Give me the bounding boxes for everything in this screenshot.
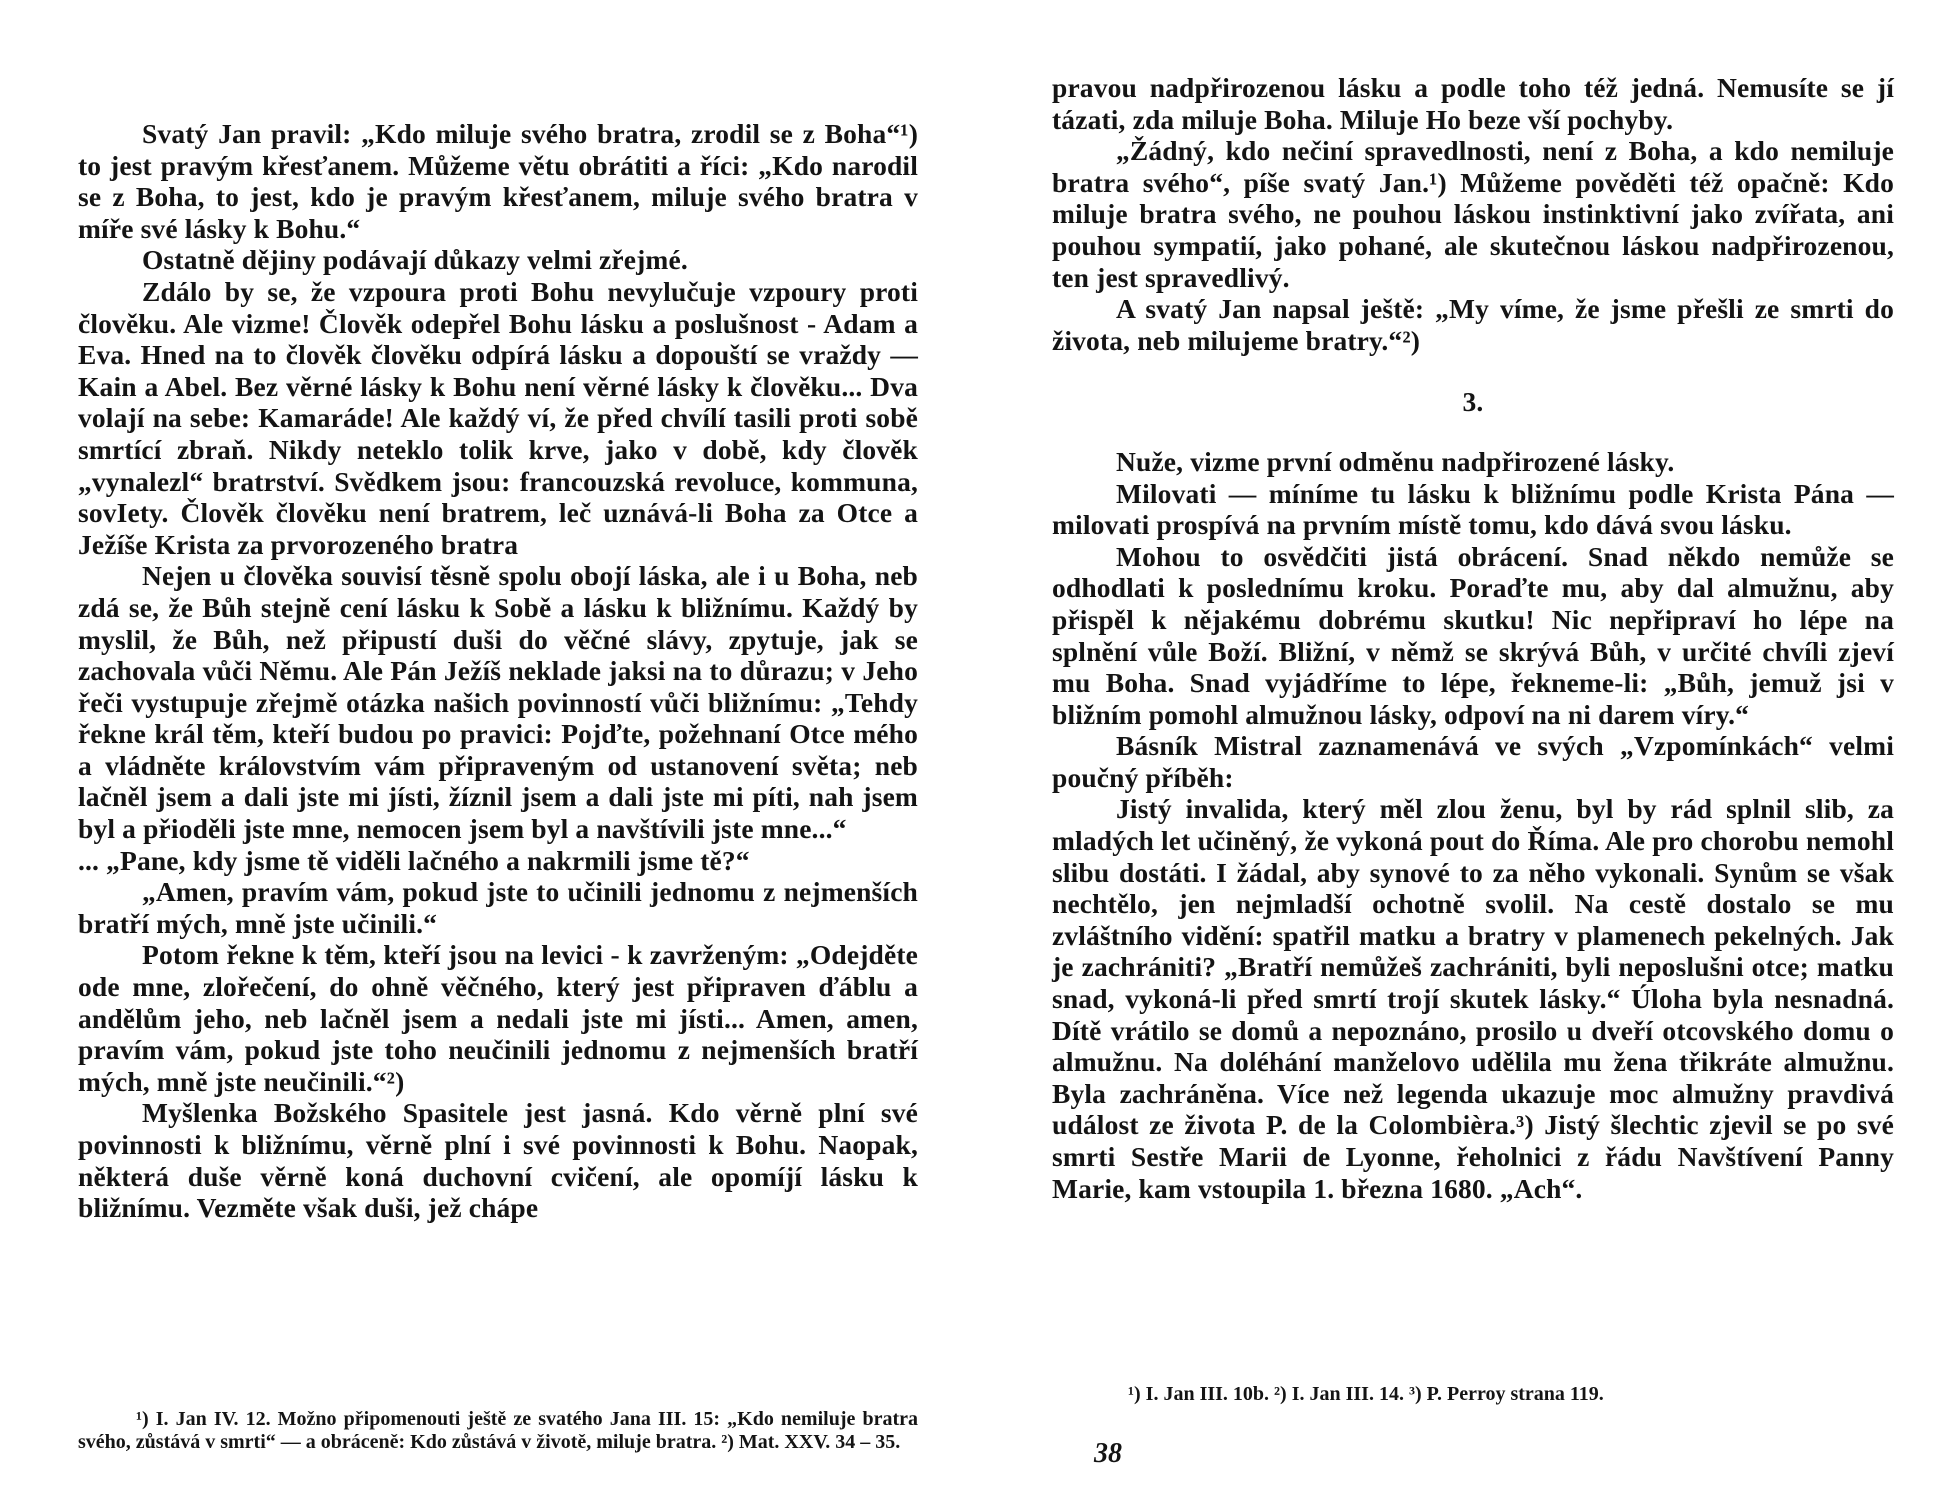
paragraph: Básník Mistral zaznamenává ve svých „Vzpomínkách“ velmi poučný příběh: — [1052, 730, 1894, 793]
paragraph: Ostatně dějiny podávají důkazy velmi zřejmé. — [142, 244, 688, 276]
page-number: 38 — [1094, 1438, 1122, 1469]
paragraph: ... „Pane, kdy jsme tě viděli lačného a nakrmili jsme tě?“ — [78, 844, 750, 876]
paragraph: Zdálo by se, že vzpoura proti Bohu nevylučuje vzpoury proti člověku. Ale vizme! Člověk odepřel Bohu lásku a poslušnost - Adam a Eva. Hned na to člověk člověku odpírá lásku a dopouští se vraždy — Kain a Abel. Bez věrné lásky k Bohu není věrné lásky k člověku... Dva volají na sebe: Kamaráde! Ale každý ví, že před chvílí tasili proti sobě smrtící zbraň. Nikdy neteklo tolik krve, jako v době, kdy člověk „vynalezl“ bratrství. Svědkem jsou: francouzská revoluce, kommuna, sovIety. Člověk člověku není bratrem, leč uznává-li Boha za Otce a Ježíše Krista za prvorozeného bratra — [78, 275, 918, 560]
paragraph: Jistý invalida, který měl zlou ženu, byl by rád splnil slib, za mladých let učiněný, že vykoná pout do Říma. Ale pro chorobu nemohl slibu dostáti. I žádal, aby synové to za něho vykonali. Synům se však nechtělo, jen nejmladší ochotně svolil. Na cestě dostalo se mu zvláštního vidění: spatřil matku a bratry v plamenech pekelných. Jak je zachrániti? „Bratří nemůžeš zachrániti, byli neposlušni otce; matku snad, vykoná-li před smrtí trojí skutek lásky.“ Úloha byla nesnadná. Dítě vrátilo se domů a nepoznáno, prosilo u dveří otcovského domu o almužnu. Na doléhání manželovo udělila mu žena třikráte almužnu. Byla zachráněna. Více než legenda ukazuje moc almužny pravdivá událost ze života P. de la Colombièra.³) Jistý šlechtic zjevil se po své smrti Sestře Marii de Lyonne, řeholnici z řádu Navštívení Panny Marie, kam vstoupila 1. března 1680. „Ach“. — [1052, 793, 1894, 1204]
paragraph: Svatý Jan pravil: „Kdo miluje svého bratra, zrodil se z Boha“¹) to jest pravým křesťanem. Můžeme větu obrátiti a říci: „Kdo narodil se z Boha, to jest, kdo je pravým křesťanem, miluje svého bratra v míře své lásky k Bohu.“ — [78, 118, 918, 244]
paragraph: Myšlenka Božského Spasitele jest jasná. Kdo věrně plní své povinnosti k bližnímu, věrně plní i své povinnosti k Bohu. Naopak, některá duše věrně koná duchovní cvičení, ale opomíjí lásku k bližnímu. Vezměte však duši, jež chápe — [78, 1097, 918, 1224]
paragraph: pravou nadpřirozenou lásku a podle toho též jedná. Nemusíte se jí tázati, zda miluje Boha. Miluje Ho beze vší pochyby. — [1052, 72, 1894, 135]
paragraph: Milovati — míníme tu lásku k bližnímu podle Krista Pána — milovati prospívá na prvním místě tomu, kdo dává svou lásku. — [1052, 477, 1894, 541]
right-page — [1052, 0, 1894, 1500]
paragraph: A svatý Jan napsal ještě: „My víme, že jsme přešli ze smrti do života, neb milujeme bratry.“²) — [1052, 293, 1894, 356]
left-page-body — [78, 118, 918, 1224]
right-page-body — [1052, 72, 1894, 1204]
left-page — [78, 0, 918, 1500]
paragraph: Nuže, vizme první odměnu nadpřirozené lásky. — [1116, 445, 1675, 477]
paragraph: Mohou to osvědčiti jistá obrácení. Snad někdo nemůže se odhodlati k poslednímu kroku. Poraďte mu, aby dal almužnu, aby přispěl k nějakému dobrému skutku! Nic nepřipraví ho lépe na splnění vůle Boží. Bližní, v němž se skrývá Bůh, v určité chvíli zjeví mu Boha. Snad vyjádříme to lépe, řekneme-li: „Bůh, jemuž jsi v bližním pomohl almužnou lásky, odpoví na ni darem víry.“ — [1052, 540, 1894, 730]
paragraph: „Amen, pravím vám, pokud jste to učinili jednomu z nejmenších bratří mých, mně jste učinili.“ — [78, 876, 918, 939]
footnote: ¹) I. Jan IV. 12. Možno připomenouti ještě ze svatého Jana III. 15: „Kdo nemiluje bratra svého, zůstává v smrti“ — a obráceně: Kdo zůstává v životě, miluje bratra. ²) Mat. XXV. 34 – 35. — [78, 1408, 918, 1453]
paragraph: Nejen u člověka souvisí těsně spolu obojí láska, ale i u Boha, neb zdá se, že Bůh stejně cení lásku k Sobě a lásku k bližnímu. Každý by myslil, že Bůh, než připustí duši do věčné slávy, zpytuje, jak se zachovala vůči Němu. Ale Pán Ježíš neklade jaksi na to důrazu; v Jeho řeči vystupuje zřejmě otázka našich povinností vůči bližnímu: „Tehdy řekne král těm, kteří budou po pravici: Pojďte, požehnaní Otce mého a vládněte královstvím vám připraveným od ustanovení světa; neb lačněl jsem a dali jste mi jísti, žíznil jsem a dali jste mi píti, nah jsem byl a přioděli jste mne, nemocen jsem byl a navštívili jste mne...“ — [78, 560, 918, 845]
section-number: 3. — [1462, 386, 1484, 418]
paragraph: „Žádný, kdo nečiní spravedlnosti, není z Boha, a kdo nemiluje bratra svého“, píše svatý Jan.¹) Můžeme pověděti též opačně: Kdo miluje bratra svého, ne pouhou láskou instinktivní jako zvířata, ani pouhou sympatií, jako pohané, ale skutečnou láskou nadpřirozenou, ten jest spravedlivý. — [1052, 135, 1894, 293]
left-page-footnotes — [78, 1408, 918, 1454]
right-page-footnotes — [1052, 1383, 1894, 1406]
footnote: ¹) I. Jan III. 10b. ²) I. Jan III. 14. ³) P. Perroy strana 119. — [1128, 1383, 1604, 1405]
paragraph: Potom řekne k těm, kteří jsou na levici - k zavrženým: „Odejděte ode mne, zlořečení, do ohně věčného, který jest připraven ďáblu a andělům jeho, neb lačněl jsem a nedali jste mi jísti... Amen, amen, pravím vám, pokud jste toho neučinili jednomu z nejmenších bratří mých, mně jste neučinili.“²) — [78, 939, 918, 1097]
